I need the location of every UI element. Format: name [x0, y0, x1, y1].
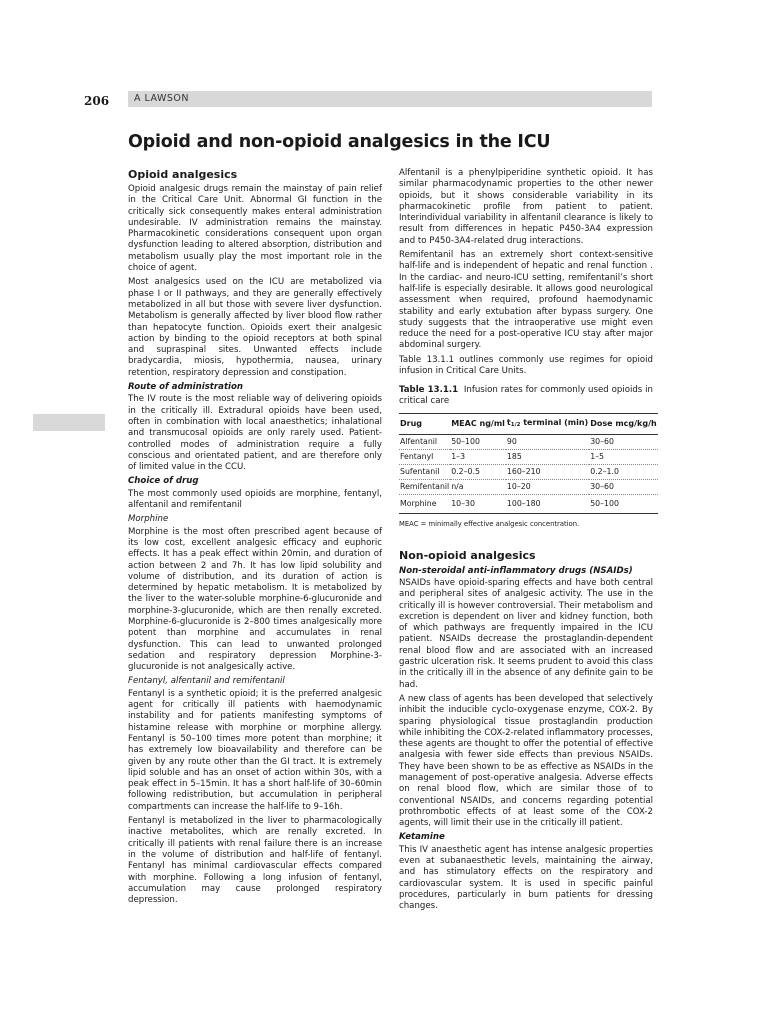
table-caption — [399, 385, 653, 407]
paragraph: Fentanyl is metabolized in the liver to pharmacologically inactive metabolites, which are renally excreted. In critically ill patients with renal failure there is an increase in the volume of distribution and half-life of fentanyl. Fentanyl has minimal cardiovascular effects compared with morphine. Following a long infusion of fentanyl, accumulation may cause prolonged respiratory depression. — [128, 816, 382, 906]
margin-tab — [33, 414, 105, 431]
cell-dose: 0.2–1.0 — [589, 465, 658, 480]
paragraph: Fentanyl is a synthetic opioid; it is the preferred analgesic agent for critically ill patients with haemodynamic instability and for patients manifesting symptoms of histamine release with morphine or morphine allergy. Fentanyl is 50–100 times more potent than morphine; it has extremely low bioavailability and therefore can be given by any route other than the GI tract. It is extremely lipid soluble and has an onset of action within 30s, with a peak effect in 5–15min. It has a short half-life of 30–60min following redistribution, but accumulation in peripheral compartments can increase the half-life to 9–16h. — [128, 688, 382, 812]
table-row — [399, 495, 658, 514]
cell-meac: 0.2–0.5 — [450, 465, 506, 480]
right-column — [399, 168, 657, 916]
table-label: Table 13.1.1 — [399, 385, 459, 396]
cell-drug: Sufentanil — [399, 465, 450, 480]
cell-dose: 1–5 — [589, 450, 658, 465]
paragraph: A new class of agents has been developed that selectively inhibit the inducible cyclo-oxygenase enzyme, COX-2. By sparing physiological tissue prostaglandin production while inhibiting the COX-2-related inflammatory processes, these agents are thought to offer the potential of effective analgesia with fewer side effects than previous NSAIDs. They have been shown to be as effective as NSAIDs in the management of post-operative analgesia. Adverse effects on renal blood flow, which are similar those of to conventional NSAIDs, and concerns regarding potential prothrombotic effects of at least some of the COX-2 agents, will limit their use in the critically ill patient. — [399, 693, 653, 829]
cell-meac: 10–30 — [450, 495, 506, 514]
cell-meac: 50–100 — [450, 435, 506, 450]
paragraph: Remifentanil has an extremely short context-sensitive half-life and is independent of hepatic and renal function . In the cardiac- and neuro-ICU setting, remifentanil’s short half-life is especially desirable. It allows good neurological assessment when required, profound haemodynamic stability and early extubation after bypass surgery. One study suggests that the intraoperative use might even reduce the need for a post-operative ICU stay after major abdominal surgery. — [399, 250, 653, 351]
paragraph: The IV route is the most reliable way of delivering opioids in the critically ill. Extradural opioids have been used, often in combination with local anaesthetics; inhalational and transmucosal opioids are only rarely used. Patient-controlled modes of administration require a fully conscious and orientated patient, and are therefore only of limited value in the CCU. — [128, 394, 382, 473]
column-header-meac: MEAC ng/ml — [450, 414, 506, 435]
table-row — [399, 450, 658, 465]
table-caption-text: Infusion rates for commonly used opioids in critical care — [399, 385, 653, 407]
cell-meac: n/a — [450, 480, 506, 495]
cell-thalf: 10–20 — [506, 480, 589, 495]
table-row — [399, 480, 658, 495]
cell-dose: 30–60 — [589, 480, 658, 495]
subheading-route: Route of administration — [128, 382, 244, 393]
subheading-morphine: Morphine — [128, 514, 169, 525]
left-column — [128, 168, 382, 909]
subheading-choice: Choice of drug — [128, 476, 199, 487]
cell-drug: Alfentanil — [399, 435, 450, 450]
cell-drug: Morphine — [399, 495, 450, 514]
paragraph: Most analgesics used on the ICU are metabolized via phase I or II pathways, and they are generally effectively metabolized in all but those with severe liver dysfunction. Metabolism is generally affected by liver blood flow rather than hepatocyte function. Opioids exert their analgesic action by binding to the opioid receptors at both spinal and supraspinal sites. Unwanted effects include bradycardia, miosis, hypothermia, nausea, urinary retention, respiratory depression and constipation. — [128, 277, 382, 378]
subheading-fentanyl: Fentanyl, alfentanil and remifentanil — [128, 676, 285, 687]
opioid-infusion-table — [399, 413, 658, 514]
running-head: A LAWSON — [128, 91, 652, 107]
paragraph: Morphine is the most often prescribed agent because of its low cost, excellent analgesic efficacy and euphoric effects. It has a peak effect within 20min, and duration of action between 2 and 7h. It has low lipid solubility and volume of distribution, and its duration of action is determined by hepatic metabolism. It is metabolized by the liver to the water-soluble morphine-6-glucuronide and morphine-3-glucuronide, which are then renally excreted. Morphine-6-glucuronide is 2–800 times analgesically more potent than morphine and accumulates in renal dysfunction. This can lead to unwanted prolonged sedation and respiratory depression Morphine-3-glucuronide is not analgesically active. — [128, 526, 382, 673]
section-heading-nonopioid: Non-opioid analgesics — [399, 548, 536, 562]
cell-meac: 1–3 — [450, 450, 506, 465]
paragraph: NSAIDs have opioid-sparing effects and have both central and peripheral sites of analgesic activity. The use in the critically ill is however controversial. Their metabolism and excretion is dependent on liver and kidney function, both of which pathways are frequently impaired in the ICU patient. NSAIDs decrease the prostaglandin-dependent renal blood flow and are associated with an increased gastric ulceration risk. It seems prudent to avoid this class in the critically ill in the absence of any definite gain to be had. — [399, 577, 653, 690]
cell-thalf: 100–180 — [506, 495, 589, 514]
subheading-nsaids: Non-steroidal anti-inflammatory drugs (NSAIDs) — [399, 565, 633, 576]
paragraph: Alfentanil is a phenylpiperidine synthetic opioid. It has similar pharmacodynamic properties to the other newer opioids, but it shows considerable variability in its pharmacokinetic profile from patient to patient. Interindividual variability in alfentanil clearance is likely to result from differences in hepatic P450-3A4 expression and to P450-3A4-related drug interactions. — [399, 168, 653, 246]
cell-thalf: 160–210 — [506, 465, 589, 480]
cell-dose: 30–60 — [589, 435, 658, 450]
cell-drug: Remifentanil — [399, 480, 450, 495]
column-header-dose: Dose mcg/kg/h — [589, 414, 658, 435]
paragraph: Opioid analgesic drugs remain the mainstay of pain relief in the Critical Care Unit. Abnormal GI function in the critically sick consequently makes enteral administration undesirable. IV administration remains the mainstay. Pharmacokinetic considerations consequent upon organ dysfunction leading to altered absorption, distribution and metabolism usually play the most important role in the choice of agent. — [128, 184, 382, 274]
table-row — [399, 435, 658, 450]
chapter-title: Opioid and non-opioid analgesics in the ICU — [128, 132, 551, 152]
cell-thalf: 90 — [506, 435, 589, 450]
column-header-thalf: t1/2 terminal (min) — [506, 414, 589, 435]
cell-thalf: 185 — [506, 450, 589, 465]
paragraph: The most commonly used opioids are morphine, fentanyl, alfentanil and remifentanil — [128, 488, 382, 511]
paragraph: Table 13.1.1 outlines commonly use regimes for opioid infusion in Critical Care Units. — [399, 354, 653, 377]
cell-dose: 50–100 — [589, 495, 658, 514]
paragraph: This IV anaesthetic agent has intense analgesic properties even at subanaesthetic levels, maintaining the airway, and has stimulatory effects on the respiratory and cardiovascular system. It is used in specific painful procedures, particularly in burn patients for dressing changes. — [399, 844, 653, 912]
page-number: 206 — [84, 94, 110, 108]
cell-drug: Fentanyl — [399, 450, 450, 465]
subheading-ketamine: Ketamine — [399, 832, 445, 843]
table-row — [399, 465, 658, 480]
section-heading-opioid: Opioid analgesics — [128, 168, 238, 181]
column-header-drug: Drug — [399, 414, 450, 435]
table-footnote: MEAC = minimally effective analgesic concentration. — [399, 520, 580, 529]
